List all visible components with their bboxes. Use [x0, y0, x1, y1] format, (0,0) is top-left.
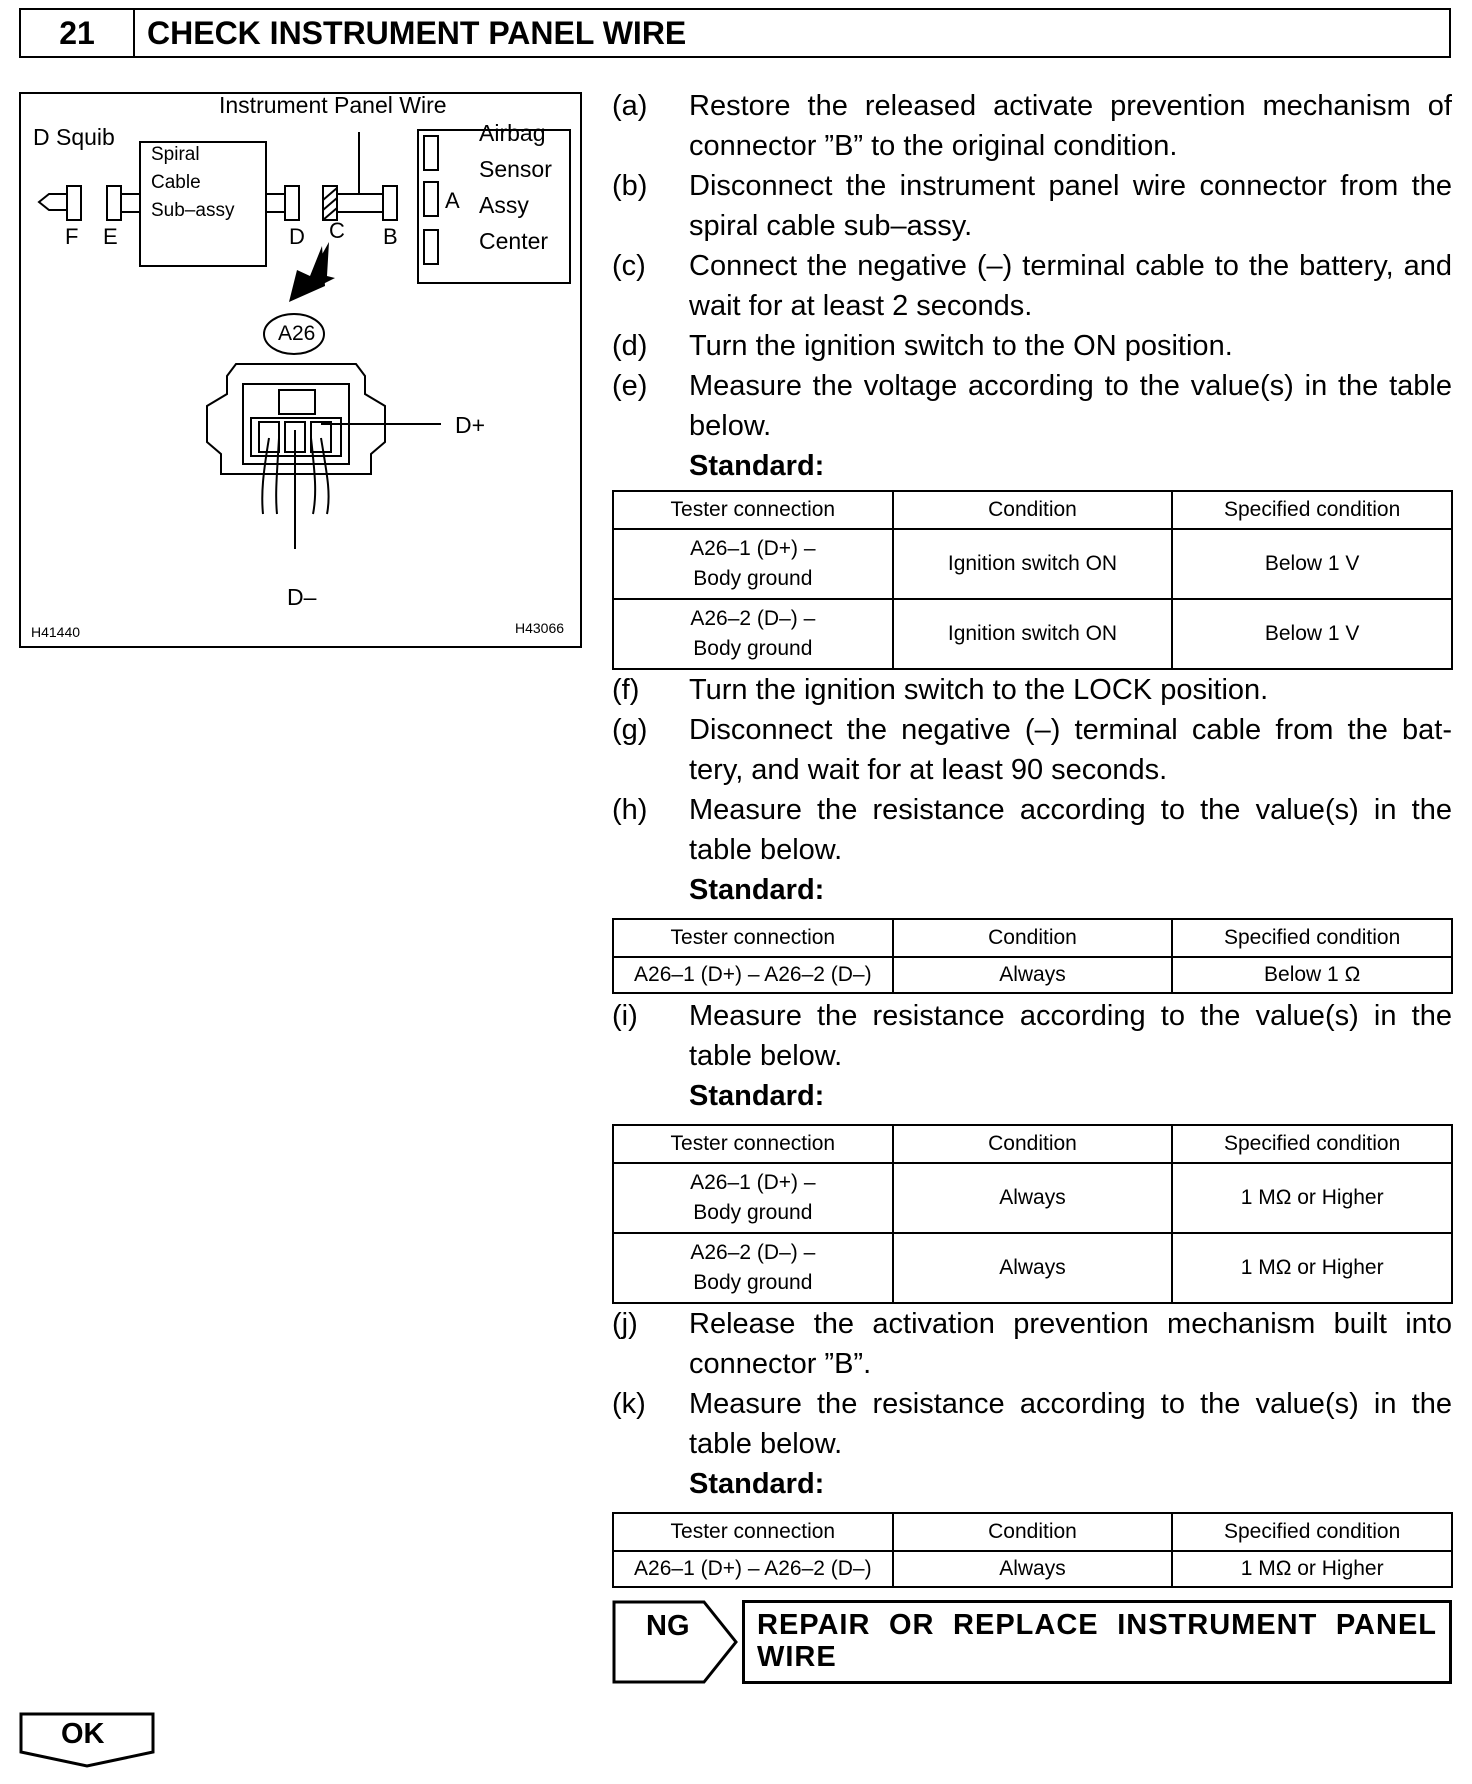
table-row: A26–2 (D–) – Body ground Ignition switch ON Below 1 V [613, 599, 1452, 669]
step-a: (a) Restore the released activate prevention mechanism of connector ”B” to the original condition. [612, 90, 1452, 162]
figure-code-right: H43066 [515, 620, 565, 636]
step-e: (e) Measure the voltage according to the value(s) in the table below. [612, 370, 1452, 442]
step-k: (k) Measure the resistance according to the value(s) in the table below. [612, 1388, 1452, 1460]
table-row: A26–2 (D–) – Body ground Always 1 MΩ or Higher [613, 1233, 1452, 1303]
step-b: (b) Disconnect the instrument panel wire connector from the spiral cable sub–assy. [612, 170, 1452, 242]
label-c: C [329, 218, 345, 243]
step-d: (d) Turn the ignition switch to the ON position. [612, 330, 1233, 362]
ok-result [19, 1712, 155, 1773]
table-row: A26–1 (D+) – A26–2 (D–) Always 1 MΩ or Higher [613, 1551, 1452, 1587]
standard-label: Standard: [689, 1468, 825, 1500]
step-h: (h) Measure the resistance according to the value(s) in the table below. [612, 794, 1452, 866]
step-i: (i) Measure the resistance according to the value(s) in the table below. [612, 1000, 1452, 1072]
label-spiral: Spiral [151, 144, 200, 165]
spec-table-resistance-2: Tester connection Condition Specified condition A26–1 (D+) – Body ground Always 1 MΩ or Higher A26–2 (D–) – Body ground Always 1 MΩ or Higher [612, 1124, 1453, 1304]
step-g: (g) Disconnect the negative (–) terminal cable from the bat- tery, and wait for at least 90 seconds. [612, 714, 1452, 786]
label-center: Center [479, 228, 549, 254]
label-d-squib: D Squib [33, 124, 115, 150]
label-sensor: Sensor [479, 156, 552, 182]
label-a26: A26 [278, 322, 316, 345]
step-j: (j) Release the activation prevention mechanism built into connector ”B”. [612, 1308, 1452, 1380]
figure-code-left: H41440 [31, 624, 81, 640]
table-row: A26–1 (D+) – Body ground Always 1 MΩ or Higher [613, 1163, 1452, 1233]
table-row: A26–1 (D+) – A26–2 (D–) Always Below 1 Ω [613, 957, 1452, 993]
label-d: D [289, 224, 305, 249]
section-header [19, 8, 1451, 58]
label-sub-assy: Sub–assy [151, 200, 235, 221]
spec-table-voltage: Tester connection Condition Specified condition A26–1 (D+) – Body ground Ignition switch ON Below 1 V A26–2 (D–) – Body ground Ignition switch ON Below 1 V [612, 490, 1453, 670]
label-instrument-panel-wire: Instrument Panel Wire [219, 92, 447, 118]
standard-label: Standard: [689, 874, 825, 906]
label-cable: Cable [151, 172, 201, 193]
ng-result [612, 1600, 1452, 1684]
table-row: A26–1 (D+) – Body ground Ignition switch ON Below 1 V [613, 529, 1452, 599]
label-a: A [445, 188, 460, 213]
label-airbag: Airbag [479, 120, 546, 146]
label-d-minus: D– [287, 584, 317, 610]
ok-label: OK [61, 1718, 105, 1750]
step-c: (c) Connect the negative (–) terminal cable to the battery, and wait for at least 2 seconds. [612, 250, 1452, 322]
standard-label: Standard: [689, 1080, 825, 1112]
step-f: (f) Turn the ignition switch to the LOCK position. [612, 674, 1269, 706]
procedure-steps [612, 86, 1452, 1588]
standard-label: Standard: [689, 450, 825, 482]
section-number: 21 [21, 10, 135, 56]
wiring-diagram [19, 92, 582, 648]
label-f: F [65, 224, 79, 249]
label-b: B [383, 224, 398, 249]
section-title: CHECK INSTRUMENT PANEL WIRE [147, 14, 687, 51]
label-assy: Assy [479, 192, 529, 218]
spec-table-resistance-3: Tester connection Condition Specified condition A26–1 (D+) – A26–2 (D–) Always 1 MΩ or Higher [612, 1512, 1453, 1588]
ng-action-box [742, 1600, 1452, 1684]
label-d-plus: D+ [455, 412, 486, 438]
ng-action-text: REPAIR OR REPLACE INSTRUMENT PANEL WIRE [757, 1609, 1437, 1673]
ng-label: NG [646, 1610, 690, 1642]
spec-table-resistance-1: Tester connection Condition Specified condition A26–1 (D+) – A26–2 (D–) Always Below 1 Ω [612, 918, 1453, 994]
label-e: E [103, 224, 118, 249]
